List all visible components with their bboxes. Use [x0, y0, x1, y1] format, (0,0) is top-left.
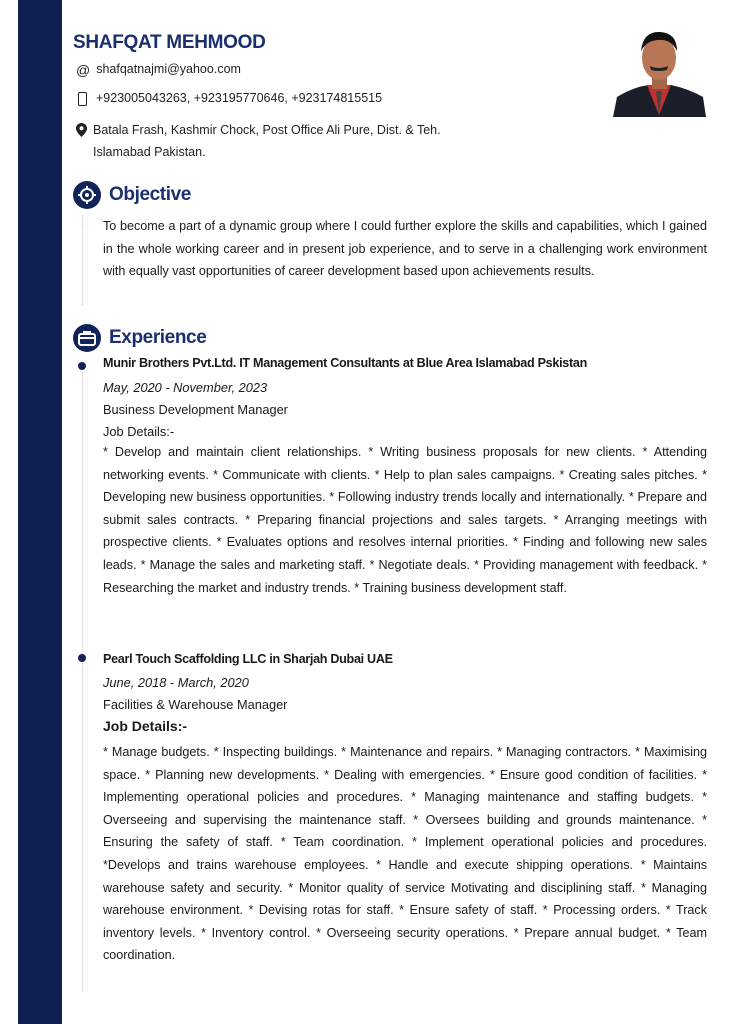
address-line-2: Islamabad Pakistan.	[93, 145, 206, 159]
target-icon	[73, 181, 101, 209]
job-dates: May, 2020 - November, 2023	[103, 380, 268, 395]
at-icon: @	[76, 62, 91, 78]
job-details: * Manage budgets. * Inspecting buildings. * Maintenance and repairs. * Managing contractors. * Maximising space. * Planning new developments. * Dealing with emergencies. * Ensure good condition of facilities. * Implementing operational policies and procedures. * Managing maintenance and staffing budgets. * Overseeing and supervising the maintenance staff. * Oversees building and grounds maintenance. * Ensuring the safety of staff. * Team coordination. * Implement operational policies and procedures. *Develops and trains warehouse employees. * Handle and execute shipping operations. * Maintains warehouse safety and security. * Monitor quality of service Motivating and disciplining staff. * Managing warehouse environment. * Devising rotas for staff. * Ensure safety of staff. * Processing orders. * Track inventory levels. * Inventory control. * Overseeing security operations. * Prepare annual budget. * Team coordination.	[103, 745, 707, 963]
email-row	[76, 62, 241, 78]
email[interactable]: shafqatnajmi@yahoo.com	[96, 62, 241, 76]
address-line-1: Batala Frash, Kashmir Chock, Post Office Ali Pure, Dist. & Teh.	[93, 123, 441, 137]
location-pin-icon	[76, 123, 87, 137]
objective-text: To become a part of a dynamic group where I could further explore the skills and capabilities, which I gained in the whole working career and in present job experience, and to serve in a challenging work environment with equally vast opportunities of career development based upon achievements results.	[103, 219, 707, 279]
job-details-label: Job Details:-	[103, 424, 175, 439]
experience-heading	[73, 324, 206, 352]
timeline-line	[82, 215, 83, 305]
briefcase-icon	[73, 324, 101, 352]
job-details-label: Job Details:-	[103, 718, 188, 734]
phones: +923005043263, +923195770646, +923174815515	[96, 91, 383, 105]
job-company: Pearl Touch Scaffolding LLC in Sharjah Dubai UAE	[103, 652, 393, 666]
phone-icon	[78, 92, 87, 106]
objective-heading	[73, 181, 191, 209]
objective-title: Objective	[109, 184, 191, 205]
timeline-bullet	[78, 654, 86, 662]
job-details: * Develop and maintain client relationships. * Writing business proposals for new clients. * Attending networking events. * Communicate with clients. * Help to plan sales campaigns. * Creating sales pitches. * Developing new business opportunities. * Following industry trends locally and internationally. * Prepare and submit sales contracts. * Preparing financial projections and sales targets. * Arranging meetings with prospective clients. * Evaluates options and resolves internal priorities. * Finding and following new sales leads. * Manage the sales and marketing staff. * Negotiate deals. * Providing management with feedback. * Researching the market and industry trends. * Training business development staff.	[103, 445, 707, 595]
address-row	[76, 119, 441, 163]
timeline-bullet	[78, 362, 86, 370]
job-role: Facilities & Warehouse Manager	[103, 697, 288, 712]
sidebar-stripe	[18, 0, 62, 1024]
candidate-name: SHAFQAT MEHMOOD	[73, 32, 266, 53]
job-role: Business Development Manager	[103, 402, 288, 417]
job-dates: June, 2018 - March, 2020	[103, 675, 249, 690]
job-company: Munir Brothers Pvt.Ltd. IT Management Consultants at Blue Area Islamabad Pskistan	[103, 356, 587, 370]
experience-title: Experience	[109, 327, 207, 348]
timeline-line	[82, 372, 83, 992]
profile-photo	[613, 25, 706, 117]
phone-row	[76, 91, 382, 106]
